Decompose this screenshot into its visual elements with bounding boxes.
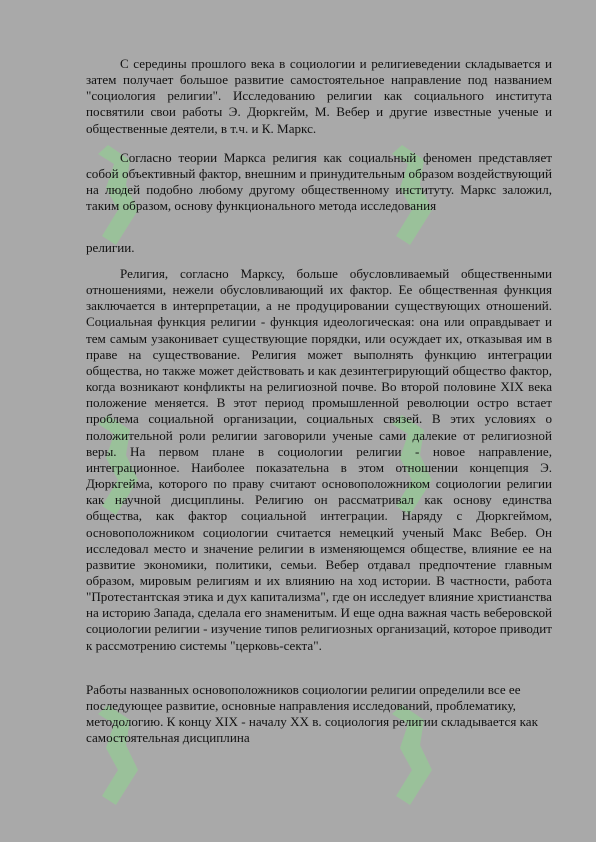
paragraph: Согласно теории Маркса религия как социальный феномен представляет собой объективный фактор, внешним и принудительным образом воздействующий на людей подобно любому другому общественному институту. Маркс заложил, таким образом, основу функционального метода исследования <box>86 150 552 214</box>
paragraph: религии. <box>86 240 135 255</box>
paragraph: Религия, согласно Марксу, больше обусловливаемый общественными отношениями, нежели обусловливающий их фактор. Ее общественная функция заключается в интерпретации, а не продуцировании существующих отношений. Социальная функция религии - функция идеологическая: она или оправдывает и тем самым узаконивает существующие порядки, или осуждает их, отказывая им в праве на существование. Религия может выполнять функцию интеграции общества, но также может действовать и как дезинтегрирующий общество фактор, когда возникают конфликты на религиозной почве. Во второй половине XIX века положение меняется. В этот период промышленной революции остро встает проблема социальной организации, социальных связей. В этих условиях о положительной роли религии заговорили ученые сами далекие от религиозной веры. На первом плане в социологии религии - новое направление, интеграционное. Наиболее показательна в этом отношении концепция Э. Дюркгейма, которого по праву считают основоположником социологии религии как научной дисциплины. Религию он рассматривал как основу единства общества, как фактор социальной интеграции. Наряду с Дюркгеймом, основоположником социологии считается немецкий ученый Макс Вебер. Он исследовал место и значение религии в изменяющемся обществе, влияние ее на развитие экономики, политики, семьи. Вебер отдавал предпочтение главным образом, мировым религиям и их влиянию на ход истории. В частности, работа "Протестантская этика и дух капитализма", где он исследует влияние христианства на историю Запада, сделала его знаменитым. И еще одна важная часть веберовской социологии религии - изучение типов религиозных организаций, которое приводит к рассмотрению системы "церковь-секта". <box>86 266 552 653</box>
paragraph: С середины прошлого века в социологии и религиеведении складывается и затем получает большое развитие самостоятельное направление под названием "социология религии". Исследованию религии как социального института посвятили свои работы Э. Дюркгейм, М. Вебер и другие известные ученые и общественные деятели, в т.ч. и К. Маркс. <box>86 56 552 136</box>
paragraph: Работы названных основоположников социологии религии определили все ее последующее развитие, основные направления исследований, проблематику, методологию. К концу XIX - началу XX в. социология религии складывается как самостоятельная дисциплина <box>86 682 538 746</box>
